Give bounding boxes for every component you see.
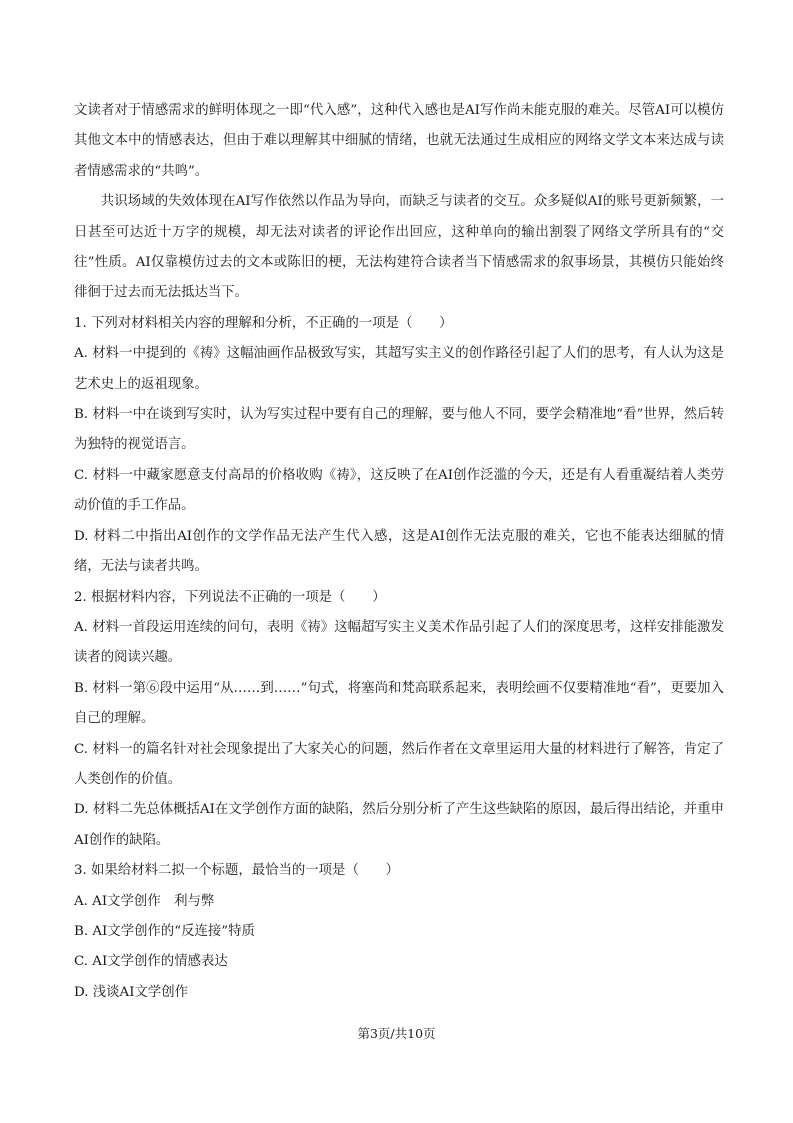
question-1-stem: 1. 下列对材料相关内容的理解和分析，不正确的一项是（ ） <box>74 315 453 331</box>
document-body <box>74 96 724 1008</box>
question-1-option-a: A. 材料一中提到的《祷》这幅油画作品极致写实，其超写实主义的创作路径引起了人们的思考，有人认为这是艺术史上的返祖现象。 <box>74 346 724 392</box>
question-3-option-b: B. AI文学创作的“反连接”特质 <box>74 923 255 939</box>
question-3-option-d: D. 浅谈AI文学创作 <box>74 984 189 1000</box>
question-2-option-a: A. 材料一首段运用连续的问句，表明《祷》这幅超写实主义美术作品引起了人们的深度思考，这样安排能激发读者的阅读兴趣。 <box>74 619 724 666</box>
question-1-option-d: D. 材料二中指出AI创作的文学作品无法产生代入感，这是AI创作无法克服的难关，它也不能表达细腻的情绪，无法与读者共鸣。 <box>74 528 724 575</box>
question-3-option-c: C. AI文学创作的情感表达 <box>74 954 228 970</box>
question-2 <box>74 583 724 857</box>
question-2-option-d: D. 材料二先总体概括AI在文学创作方面的缺陷，然后分别分析了产生这些缺陷的原因，最后得出结论，并重申AI创作的缺陷。 <box>74 802 724 848</box>
question-1 <box>74 309 724 583</box>
question-2-stem: 2. 根据材料内容，下列说法不正确的一项是（ ） <box>74 589 386 605</box>
page-number-footer: 第3页/共10页 <box>357 1026 436 1041</box>
question-1-option-c: C. 材料一中藏家愿意支付高昂的价格收购《祷》，这反映了在AI创作泛滥的今天，还是有人看重凝结着人类劳动价值的手工作品。 <box>74 467 724 514</box>
question-3 <box>74 856 724 1008</box>
question-3-option-a: A. AI文学创作 利与弊 <box>74 893 215 909</box>
passage-paragraph-2: 共识场域的失效体现在AI写作依然以作品为导向，而缺乏与读者的交互。众多疑似AI的账号更新频繁，一日甚至可达近十万字的规模，却无法对读者的评论作出回应，这种单向的输出割裂了网络文学所具有的“交往”性质。AI仅靠模仿过去的文本或陈旧的梗，无法构建符合读者当下情感需求的叙事场景，其模仿只能始终徘徊于过去而无法抵达当下。 <box>74 194 724 301</box>
question-3-stem: 3. 如果给材料二拟一个标题，最恰当的一项是（ ） <box>74 863 400 879</box>
passage-paragraph-1: 文读者对于情感需求的鲜明体现之一即“代入感”，这种代入感也是AI写作尚未能克服的难关。尽管AI可以模仿其他文本中的情感表达，但由于难以理解其中细腻的情绪，也就无法通过生成相应的网络文学文本来达成与读者情感需求的“共鸣”。 <box>74 103 724 179</box>
question-2-option-b: B. 材料一第⑥段中运用“从……到……”句式，将塞尚和梵高联系起来，表明绘画不仅要精准地“看”，更要加入自己的理解。 <box>74 680 724 727</box>
question-1-option-b: B. 材料一中在谈到写实时，认为写实过程中要有自己的理解，要与他人不同，要学会精准地“看”世界，然后转为独特的视觉语言。 <box>74 407 724 453</box>
question-2-option-c: C. 材料一的篇名针对社会现象提出了大家关心的问题，然后作者在文章里运用大量的材料进行了解答，肯定了人类创作的价值。 <box>74 741 724 787</box>
